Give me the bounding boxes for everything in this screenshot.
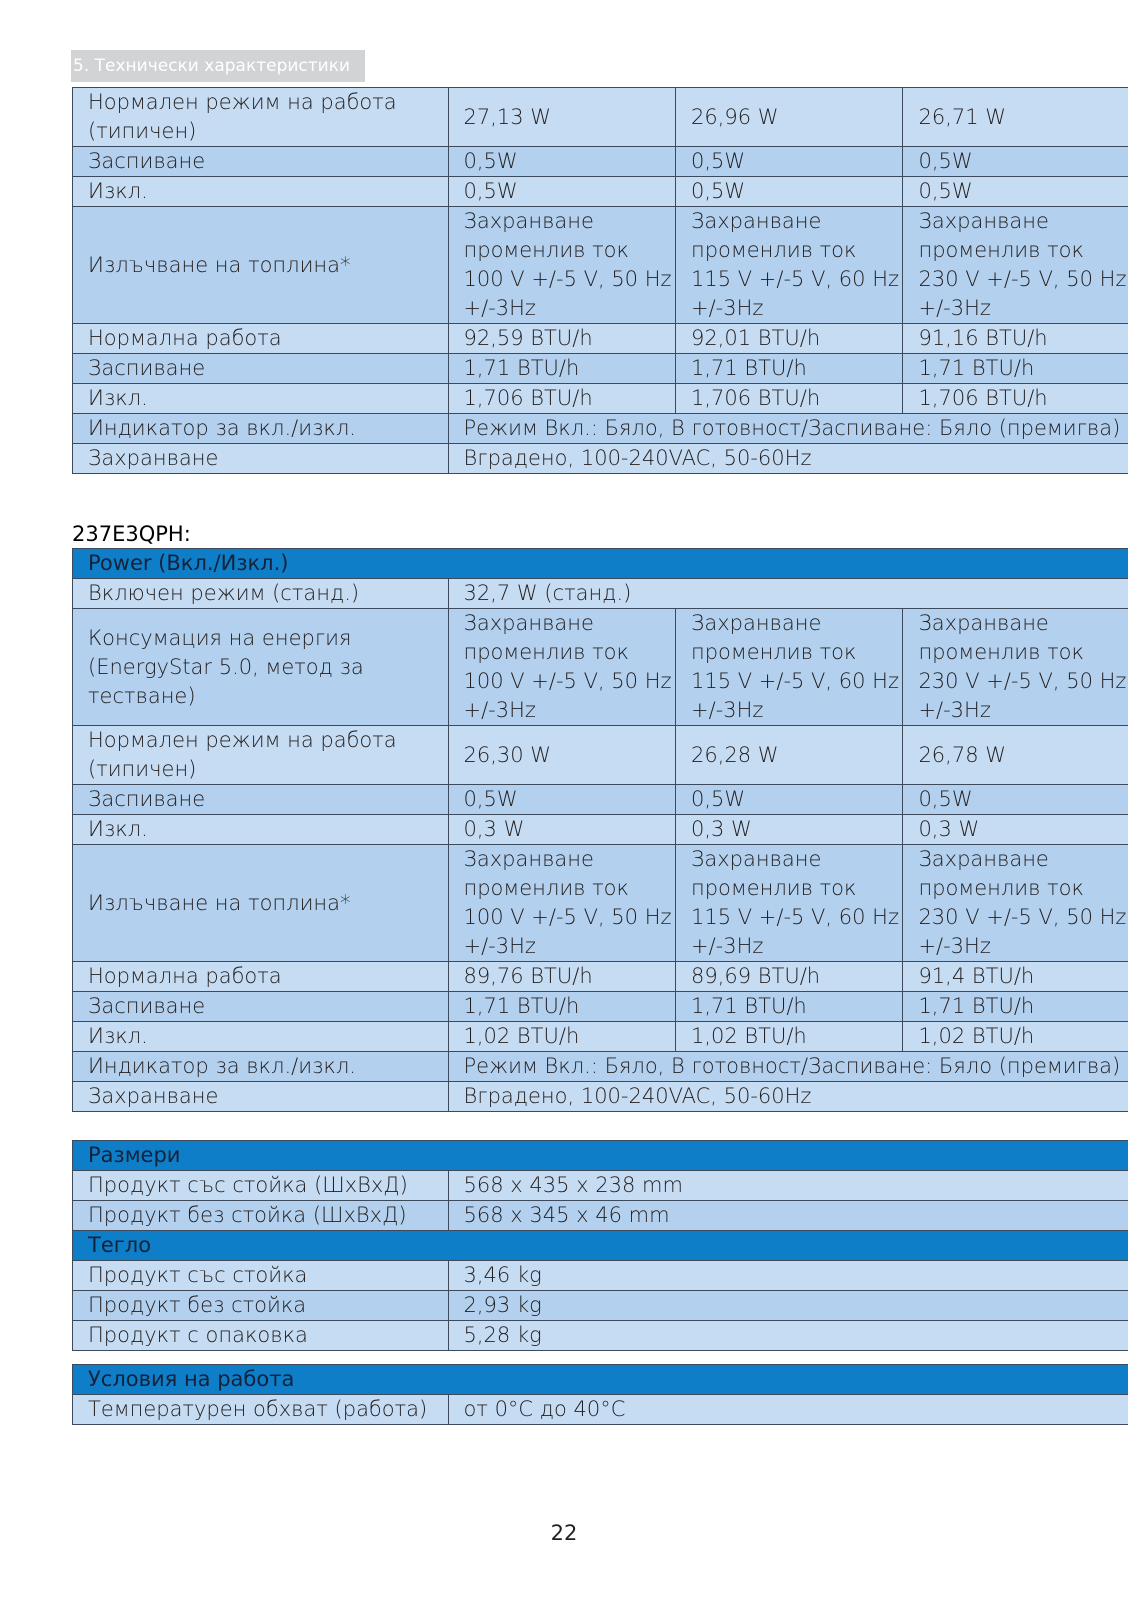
- spec-table-power-1: [72, 87, 1128, 474]
- table-row: [73, 1022, 1128, 1052]
- row-value: 26,96 W: [676, 88, 903, 147]
- table-row: [73, 815, 1128, 845]
- row-label: Изкл.: [73, 384, 449, 414]
- row-label: Изкл.: [73, 177, 449, 207]
- row-value: 0,5W: [676, 177, 903, 207]
- table-row: [73, 1321, 1128, 1351]
- spec-table-operating-conditions: [72, 1364, 1128, 1425]
- table-row: [73, 414, 1128, 444]
- table-row: [73, 609, 1128, 726]
- row-value: Режим Вкл.: Бяло, В готовност/Заспиване: Бяло (премигва): [448, 1052, 1128, 1082]
- row-value: 5,28 kg: [448, 1321, 1128, 1351]
- row-label: Продукт с опаковка: [73, 1321, 449, 1351]
- table-row: [73, 1291, 1128, 1321]
- row-value: 91,4 BTU/h: [903, 962, 1128, 992]
- table-header-row: [73, 1141, 1128, 1171]
- row-label: Захранване: [73, 444, 449, 474]
- row-value: Режим Вкл.: Бяло, В готовност/Заспиване: Бяло (премигва): [448, 414, 1128, 444]
- row-value: 32,7 W (станд.): [448, 579, 1128, 609]
- row-label: Нормална работа: [73, 324, 449, 354]
- table-row: [73, 354, 1128, 384]
- table-row: [73, 177, 1128, 207]
- table-row: [73, 1171, 1128, 1201]
- row-value: Вградено, 100-240VAC, 50-60Hz: [448, 1082, 1128, 1112]
- table-row: [73, 1395, 1128, 1425]
- row-label: Нормален режим на работа (типичен): [73, 726, 449, 785]
- row-value: 89,69 BTU/h: [675, 962, 902, 992]
- row-value: Захранване променлив ток 230 V +/-5 V, 50 Hz +/-3Hz: [903, 207, 1128, 324]
- table-row: [73, 962, 1128, 992]
- table-header-cell: Тегло: [73, 1231, 1128, 1261]
- row-label: Индикатор за вкл./изкл.: [73, 414, 449, 444]
- row-value: 0,5W: [448, 147, 675, 177]
- row-value: 1,706 BTU/h: [676, 384, 903, 414]
- row-value: 0,5W: [675, 785, 902, 815]
- table-header-cell: Условия на работа: [73, 1365, 1128, 1395]
- table-row: [73, 785, 1128, 815]
- row-value: 91,16 BTU/h: [903, 324, 1128, 354]
- table-header-cell: Размери: [73, 1141, 1128, 1171]
- table-row: [73, 1082, 1128, 1112]
- row-value: 0,5W: [448, 785, 675, 815]
- table-row: [73, 444, 1128, 474]
- row-label: Продукт със стойка (ШхВхД): [73, 1171, 449, 1201]
- row-value: от 0°C до 40°C: [448, 1395, 1128, 1425]
- row-label: Включен режим (станд.): [73, 579, 449, 609]
- row-value: Захранване променлив ток 100 V +/-5 V, 50 Hz +/-3Hz: [448, 845, 675, 962]
- row-value: 0,5W: [903, 785, 1128, 815]
- table-row: [73, 992, 1128, 1022]
- row-label: Продукт без стойка (ШхВхД): [73, 1201, 449, 1231]
- row-label: Захранване: [73, 1082, 449, 1112]
- table-row: [73, 147, 1128, 177]
- row-value: 92,59 BTU/h: [448, 324, 675, 354]
- table-row: [73, 1052, 1128, 1082]
- row-value: 2,93 kg: [448, 1291, 1128, 1321]
- table-row: [73, 88, 1128, 147]
- row-value: 26,30 W: [448, 726, 675, 785]
- row-value: 27,13 W: [448, 88, 675, 147]
- page-number: 22: [550, 1521, 578, 1545]
- row-value: 92,01 BTU/h: [676, 324, 903, 354]
- row-value: 26,71 W: [903, 88, 1128, 147]
- table-header-row: [73, 1365, 1128, 1395]
- row-label: Заспиване: [73, 785, 449, 815]
- row-value: 1,71 BTU/h: [675, 992, 902, 1022]
- table-header-row: [73, 549, 1128, 579]
- table-header-row: [73, 1231, 1128, 1261]
- row-value: Захранване променлив ток 115 V +/-5 V, 60 Hz +/-3Hz: [675, 609, 902, 726]
- row-value: 568 x 435 x 238 mm: [448, 1171, 1128, 1201]
- model-label: 237E3QPH:: [72, 522, 191, 546]
- row-value: 26,78 W: [903, 726, 1128, 785]
- row-value: 1,71 BTU/h: [903, 354, 1128, 384]
- table-row: [73, 384, 1128, 414]
- row-label: Излъчване на топлина*: [73, 207, 449, 324]
- row-value: 0,5W: [448, 177, 675, 207]
- row-label: Изкл.: [73, 1022, 449, 1052]
- row-value: 0,5W: [676, 147, 903, 177]
- row-value: Захранване променлив ток 100 V +/-5 V, 50 Hz +/-3Hz: [448, 207, 675, 324]
- row-label: Заспиване: [73, 992, 449, 1022]
- row-value: 0,5W: [903, 147, 1128, 177]
- row-value: 1,71 BTU/h: [448, 992, 675, 1022]
- row-value: Захранване променлив ток 100 V +/-5 V, 50 Hz +/-3Hz: [448, 609, 675, 726]
- row-label: Температурен обхват (работа): [73, 1395, 449, 1425]
- row-value: 0,5W: [903, 177, 1128, 207]
- row-value: 0,3 W: [675, 815, 902, 845]
- row-value: 1,71 BTU/h: [448, 354, 675, 384]
- row-value: 3,46 kg: [448, 1261, 1128, 1291]
- row-label: Заспиване: [73, 354, 449, 384]
- row-value: 1,71 BTU/h: [903, 992, 1128, 1022]
- row-value: 1,706 BTU/h: [448, 384, 675, 414]
- row-value: Захранване променлив ток 230 V +/-5 V, 50 Hz +/-3Hz: [903, 845, 1128, 962]
- row-label: Продукт със стойка: [73, 1261, 449, 1291]
- row-value: Захранване променлив ток 115 V +/-5 V, 60 Hz +/-3Hz: [676, 207, 903, 324]
- row-value: Захранване променлив ток 230 V +/-5 V, 50 Hz +/-3Hz: [903, 609, 1128, 726]
- table-row: [73, 1201, 1128, 1231]
- row-label: Нормален режим на работа (типичен): [73, 88, 449, 147]
- table-row: [73, 1261, 1128, 1291]
- row-value: Захранване променлив ток 115 V +/-5 V, 60 Hz +/-3Hz: [675, 845, 902, 962]
- spec-table-dimensions-weight: [72, 1140, 1128, 1351]
- row-value: 26,28 W: [675, 726, 902, 785]
- row-value: 1,706 BTU/h: [903, 384, 1128, 414]
- table-row: [73, 845, 1128, 962]
- row-label: Индикатор за вкл./изкл.: [73, 1052, 449, 1082]
- row-value: 0,3 W: [448, 815, 675, 845]
- row-label: Излъчване на топлина*: [73, 845, 449, 962]
- row-value: 1,02 BTU/h: [448, 1022, 675, 1052]
- table-header-cell: Power (Вкл./Изкл.): [73, 549, 1128, 579]
- table-row: [73, 207, 1128, 324]
- row-value: 1,02 BTU/h: [675, 1022, 902, 1052]
- row-label: Продукт без стойка: [73, 1291, 449, 1321]
- row-label: Консумация на енергия (EnergyStar 5.0, метод за тестване): [73, 609, 449, 726]
- table-row: [73, 324, 1128, 354]
- table-row: [73, 726, 1128, 785]
- spec-table-power-2: [72, 548, 1128, 1112]
- table-row: [73, 579, 1128, 609]
- row-label: Нормална работа: [73, 962, 449, 992]
- row-value: 89,76 BTU/h: [448, 962, 675, 992]
- section-header: 5. Технически характеристики: [71, 50, 365, 82]
- row-value: 1,71 BTU/h: [676, 354, 903, 384]
- row-value: 568 x 345 x 46 mm: [448, 1201, 1128, 1231]
- row-label: Изкл.: [73, 815, 449, 845]
- row-label: Заспиване: [73, 147, 449, 177]
- row-value: Вградено, 100-240VAC, 50-60Hz: [448, 444, 1128, 474]
- row-value: 1,02 BTU/h: [903, 1022, 1128, 1052]
- row-value: 0,3 W: [903, 815, 1128, 845]
